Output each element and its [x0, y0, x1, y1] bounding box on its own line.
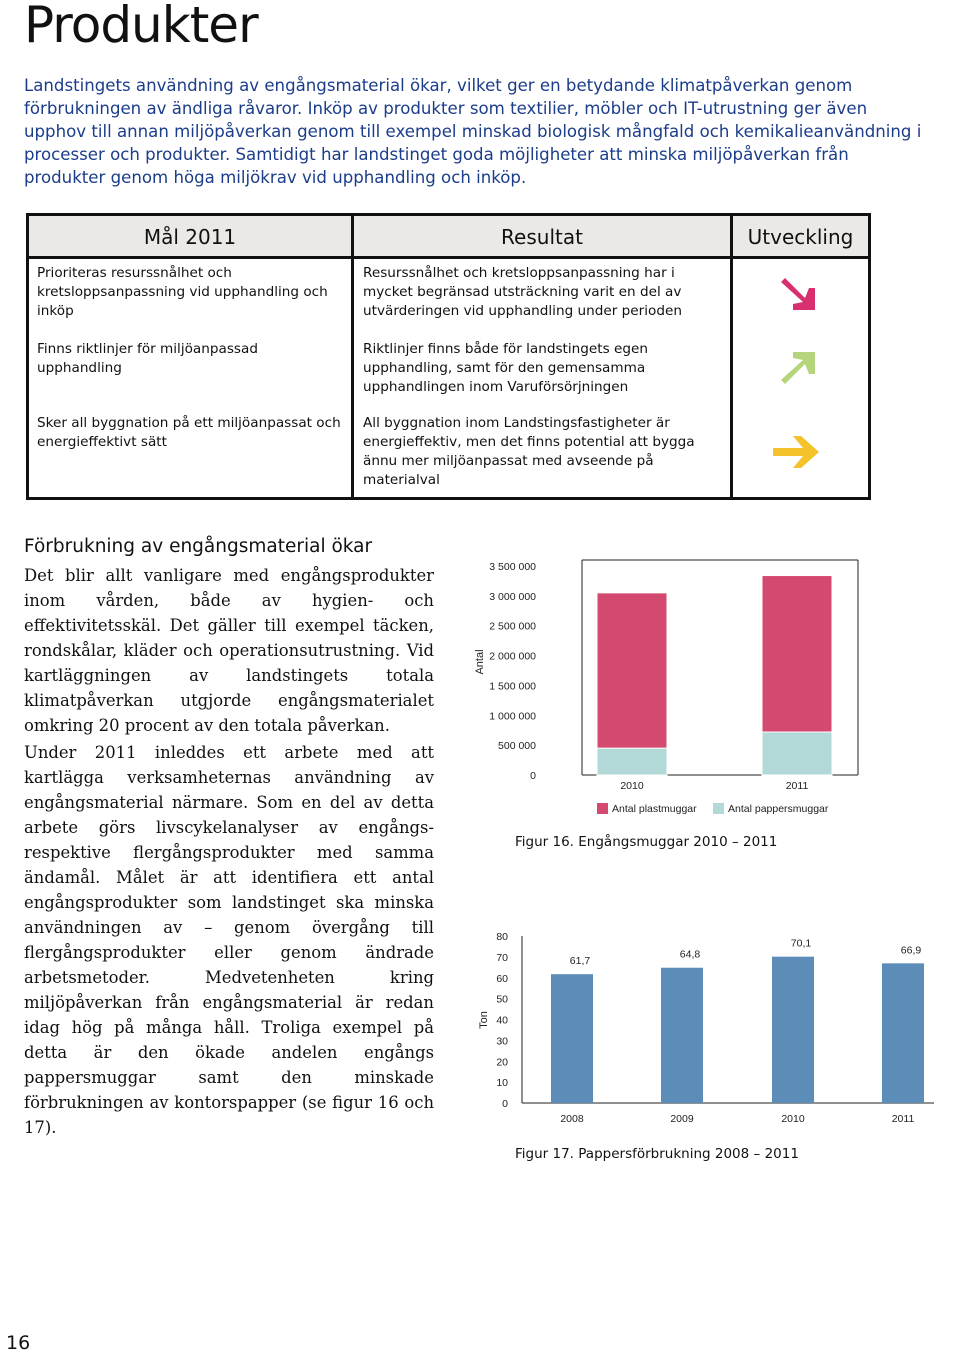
goal-cell: Prioriteras resurssnålhet och kretsloppsanpassning vid upphandling och inköp: [37, 265, 328, 319]
figure-caption: Figur 17. Pappersförbrukning 2008 – 2011: [515, 1146, 799, 1162]
x-tick-label: 2010: [781, 1113, 805, 1125]
header-result: Resultat: [354, 216, 730, 256]
result-cell: All byggnation inom Landstingsfastigheter är energieffektiv, men det finns potential att bygga ännu mer miljöanpassat med avseende på materialval: [363, 415, 695, 488]
data-label: 61,7: [569, 955, 591, 968]
y-axis-label: Ton: [478, 1011, 490, 1029]
body-paragraph: Under 2011 inleddes ett arbete med att kartlägga verksamheternas användning av engångsmaterial närmare. Som en del av detta arbete görs livscykelanalyser av engångs- respektive flergångsprodukter med samma ändamål. Målet är att identifiera ett antal engångsprodukter som landstinget ska minska användningen av – genom övergång till flergångsprodukter eller genom ändrade arbetsmetoder. Medvetenheten kring miljöpåverkan från engångsmaterial är redan idag hög på många håll. Troliga exempel på detta är den ökade andelen engångs pappersmuggar samt den minskade förbrukningen av kontorspapper (se figur 16 och 17).: [24, 743, 434, 1137]
result-cell: Resurssnålhet och kretsloppsanpassning har i mycket begränsad utsträckning varit en del av utvärderingen vid upphandling under perioden: [363, 265, 682, 319]
data-label: 66,9: [900, 944, 922, 957]
bar: [882, 963, 924, 1103]
data-label: 64,8: [679, 948, 701, 961]
y-tick-label: 50: [496, 993, 508, 1006]
legend-label: Antal pappersmuggar: [728, 803, 829, 815]
bar: [772, 957, 814, 1103]
page-title: Produkter: [24, 0, 258, 54]
y-tick-label: 2 500 000: [489, 620, 536, 633]
chart-engangsmuggar: [460, 550, 860, 820]
y-tick-label: 3 000 000: [489, 590, 536, 603]
y-tick-label: 10: [496, 1077, 508, 1090]
y-tick-label: 1 500 000: [489, 680, 536, 693]
y-axis-label: Antal: [474, 649, 486, 675]
figure-caption: Figur 16. Engångsmuggar 2010 – 2011: [515, 834, 778, 850]
section-heading: Förbrukning av engångsmaterial ökar: [24, 536, 373, 557]
y-tick-label: 80: [496, 931, 508, 943]
header-trend: Utveckling: [733, 216, 868, 256]
body-paragraph: Det blir allt vanligare med engångsprodukter inom vården, både av hygien- och effektivitetsskäl. Det gäller till exempel täcken, rondskålar, kläder och operationsutrustning. Vid kartläggningen av landstingets totala klimatpåverkan utgjorde engångsmaterialet omkring 20 procent av den totala påverkan.: [24, 566, 434, 735]
x-tick-label: 2010: [620, 780, 644, 792]
result-cell: Riktlinjer finns både för landstingets egen upphandling, samt för den gemensamma upphandlingen inom Varuförsörjningen: [363, 341, 648, 395]
y-tick-label: 2 000 000: [489, 650, 536, 663]
legend-label: Antal plastmuggar: [612, 803, 697, 815]
y-tick-label: 30: [496, 1035, 508, 1048]
y-tick-label: 500 000: [498, 740, 536, 753]
bar-segment: [762, 576, 832, 732]
column-divider: [351, 216, 354, 497]
x-tick-label: 2011: [891, 1113, 915, 1125]
bar: [551, 974, 593, 1103]
header-goal: Mål 2011: [29, 216, 351, 256]
header-divider: [29, 256, 868, 259]
legend-swatch: [713, 803, 724, 814]
y-tick-label: 20: [496, 1056, 508, 1069]
trend-right-icon: [771, 432, 823, 472]
trend-up-icon: [777, 348, 821, 388]
x-tick-label: 2008: [560, 1113, 584, 1125]
goals-table: [26, 213, 871, 500]
y-tick-label: 3 500 000: [489, 561, 536, 573]
bar-segment: [597, 593, 667, 748]
y-tick-label: 0: [530, 770, 536, 782]
y-tick-label: 0: [502, 1098, 508, 1110]
data-label: 70,1: [790, 937, 812, 950]
y-tick-label: 1 000 000: [489, 710, 536, 723]
goal-cell: Finns riktlinjer för miljöanpassad upphandling: [37, 341, 258, 376]
page-number: 16: [6, 1332, 31, 1354]
y-tick-label: 40: [496, 1014, 508, 1027]
goal-cell: Sker all byggnation på ett miljöanpassat och energieffektivt sätt: [37, 415, 341, 450]
y-tick-label: 60: [496, 972, 508, 985]
y-tick-label: 70: [496, 951, 508, 964]
x-tick-label: 2011: [785, 780, 809, 792]
bar-segment: [597, 748, 667, 775]
bar-segment: [762, 732, 832, 775]
chart-pappersforbrukning: [470, 925, 940, 1130]
trend-down-icon: [777, 274, 821, 314]
column-divider: [730, 216, 733, 497]
intro-text: Landstingets användning av engångsmaterial ökar, vilket ger en betydande klimatpåverkan genom förbrukningen av ändliga råvaror. Inköp av produkter som textilier, möbler och IT-utrustning ger även upphov till annan miljöpåverkan genom till exempel minskad biologisk mångfald och kemikalieanvändning i processer och produkter. Samtidigt har landstinget goda möjligheter att minska miljöpåverkan från produkter genom höga miljökrav vid upphandling och inköp.: [24, 76, 922, 187]
legend-swatch: [597, 803, 608, 814]
x-tick-label: 2009: [670, 1113, 694, 1125]
bar: [661, 968, 703, 1103]
